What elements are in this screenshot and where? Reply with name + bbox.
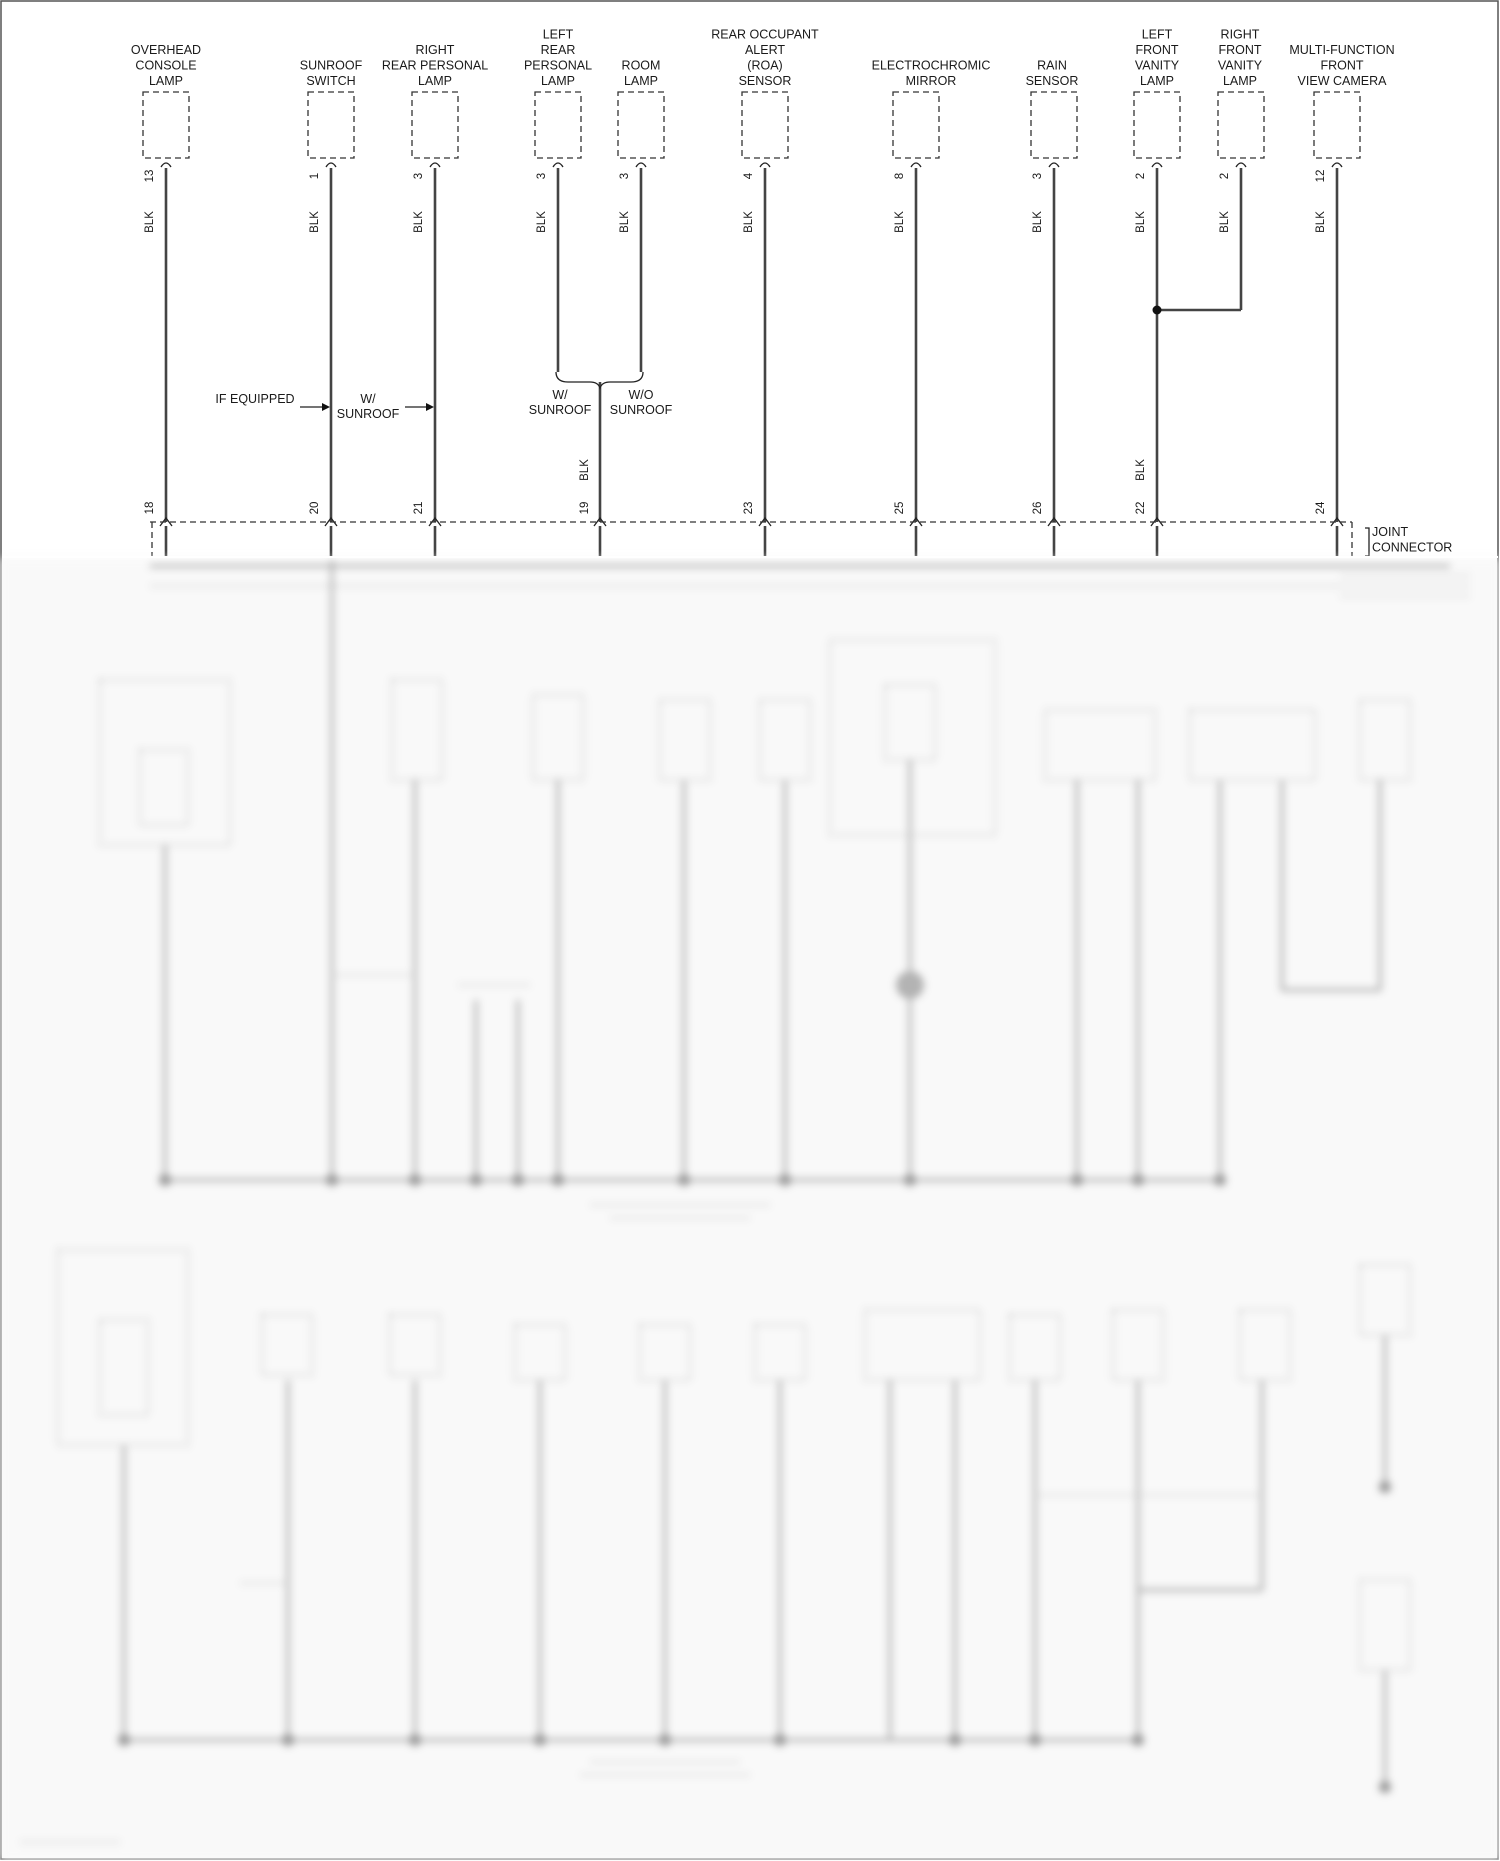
right-front-vanity-lamp-terminal — [1236, 163, 1246, 167]
sunroof-switch-pin-number: 1 — [309, 172, 321, 180]
right-rear-personal-lamp-wire-color: BLK — [413, 211, 425, 233]
section-divider — [2, 556, 1498, 558]
overhead-console-lamp-terminal — [161, 163, 171, 167]
split-wo-sunroof-label: W/O SUNROOF — [609, 388, 673, 417]
overhead-console-lamp-wire-color: BLK — [144, 211, 156, 233]
rain-sensor-wire-color: BLK — [1032, 211, 1044, 233]
left-rear-personal-lamp-box — [535, 92, 581, 158]
right-front-vanity-lamp-label: RIGHT FRONT VANITY LAMP — [1217, 27, 1263, 88]
vanity-splice-dot — [1153, 306, 1162, 315]
sunroof-option-brace — [556, 372, 643, 388]
sunroof-switch-box — [308, 92, 354, 158]
multi-function-front-view-camera-terminal — [1332, 163, 1342, 167]
room-lamp-terminal — [636, 163, 646, 167]
multi-function-front-view-camera-joint-pin: 24 — [1315, 501, 1327, 515]
left-front-vanity-lamp-box — [1134, 92, 1180, 158]
merged-wire-color: BLK — [579, 459, 591, 481]
electrochromic-mirror-label: ELECTROCHROMIC MIRROR — [871, 58, 991, 88]
right-rear-personal-lamp-joint-pin: 21 — [413, 501, 425, 515]
right-rear-personal-lamp-pin-number: 3 — [413, 172, 425, 180]
joint-connector-bracket — [1365, 528, 1369, 556]
left-front-vanity-lamp-wire-color: BLK — [1135, 211, 1147, 233]
room-lamp-wire-color: BLK — [619, 211, 631, 233]
joint-connector-label: JOINT CONNECTOR — [1372, 525, 1453, 555]
electrochromic-mirror-wire-color: BLK — [894, 211, 906, 233]
left-front-vanity-lamp-terminal — [1152, 163, 1162, 167]
electrochromic-mirror-box — [893, 92, 939, 158]
right-rear-personal-lamp-terminal — [430, 163, 440, 167]
electrochromic-mirror-joint-pin: 25 — [894, 501, 906, 515]
left-rear-personal-lamp-pin-number: 3 — [536, 172, 548, 180]
rear-occupant-alert-sensor-box — [742, 92, 788, 158]
electrochromic-mirror-pin-number: 8 — [894, 172, 906, 180]
room-lamp-label: ROOM LAMP — [621, 58, 661, 88]
overhead-console-lamp-joint-pin: 18 — [144, 501, 156, 515]
rain-sensor-box — [1031, 92, 1077, 158]
rear-occupant-alert-sensor-joint-pin: 23 — [743, 501, 755, 515]
right-rear-personal-lamp-box — [412, 92, 458, 158]
sunroof-switch-joint-pin: 20 — [309, 501, 321, 515]
multi-function-front-view-camera-wire-color: BLK — [1315, 211, 1327, 233]
overhead-console-lamp-pin-number: 13 — [144, 169, 156, 183]
left-rear-personal-lamp-terminal — [553, 163, 563, 167]
right-front-vanity-lamp-wire-color: BLK — [1219, 211, 1231, 233]
w-sunroof-label: W/ SUNROOF — [336, 392, 400, 421]
right-rear-personal-lamp-label: RIGHT REAR PERSONAL LAMP — [381, 43, 489, 88]
rear-occupant-alert-sensor-pin-number: 4 — [743, 172, 755, 180]
if-equipped-label: IF EQUIPPED — [215, 392, 295, 406]
left-rear-personal-lamp-wire-color: BLK — [536, 211, 548, 233]
w-sunroof-arrowhead — [426, 403, 434, 411]
multi-function-front-view-camera-box — [1314, 92, 1360, 158]
rain-sensor-pin-number: 3 — [1032, 172, 1044, 180]
if-equipped-arrowhead — [322, 403, 330, 411]
rear-occupant-alert-sensor-label: REAR OCCUPANT ALERT (ROA) SENSOR — [711, 27, 819, 88]
left-front-vanity-lamp-label: LEFT FRONT VANITY LAMP — [1134, 27, 1180, 88]
left-front-vanity-lamp-pin-number: 2 — [1135, 172, 1147, 180]
rain-sensor-terminal — [1049, 163, 1059, 167]
overhead-console-lamp-label: OVERHEAD CONSOLE LAMP — [130, 43, 202, 88]
rain-sensor-joint-pin: 26 — [1032, 501, 1044, 515]
rain-sensor-label: RAIN SENSOR — [1025, 58, 1079, 88]
right-front-vanity-lamp-pin-number: 2 — [1219, 172, 1231, 180]
electrochromic-mirror-terminal — [911, 163, 921, 167]
multi-function-front-view-camera-pin-number: 12 — [1315, 169, 1327, 183]
sunroof-switch-label: SUNROOF SWITCH — [299, 58, 363, 88]
room-lamp-pin-number: 3 — [619, 172, 631, 180]
split-w-sunroof-label: W/ SUNROOF — [528, 388, 592, 417]
ground-circuit-top-section — [131, 28, 1452, 559]
left-front-vanity-lamp-joint-pin: 22 — [1135, 501, 1147, 515]
rear-occupant-alert-sensor-wire-color: BLK — [743, 211, 755, 233]
right-front-vanity-lamp-box — [1218, 92, 1264, 158]
multi-function-front-view-camera-label: MULTI-FUNCTION FRONT VIEW CAMERA — [1289, 43, 1395, 88]
merged-joint-pin: 19 — [579, 501, 591, 515]
sunroof-switch-terminal — [326, 163, 336, 167]
overhead-console-lamp-box — [143, 92, 189, 158]
rear-occupant-alert-sensor-terminal — [760, 163, 770, 167]
left-front-vanity-lamp-joint-wire-color: BLK — [1135, 459, 1147, 481]
sunroof-switch-wire-color: BLK — [309, 211, 321, 233]
illegible-lower-section — [0, 558, 1500, 1861]
left-rear-personal-lamp-label: LEFT REAR PERSONAL LAMP — [523, 27, 593, 88]
room-lamp-box — [618, 92, 664, 158]
